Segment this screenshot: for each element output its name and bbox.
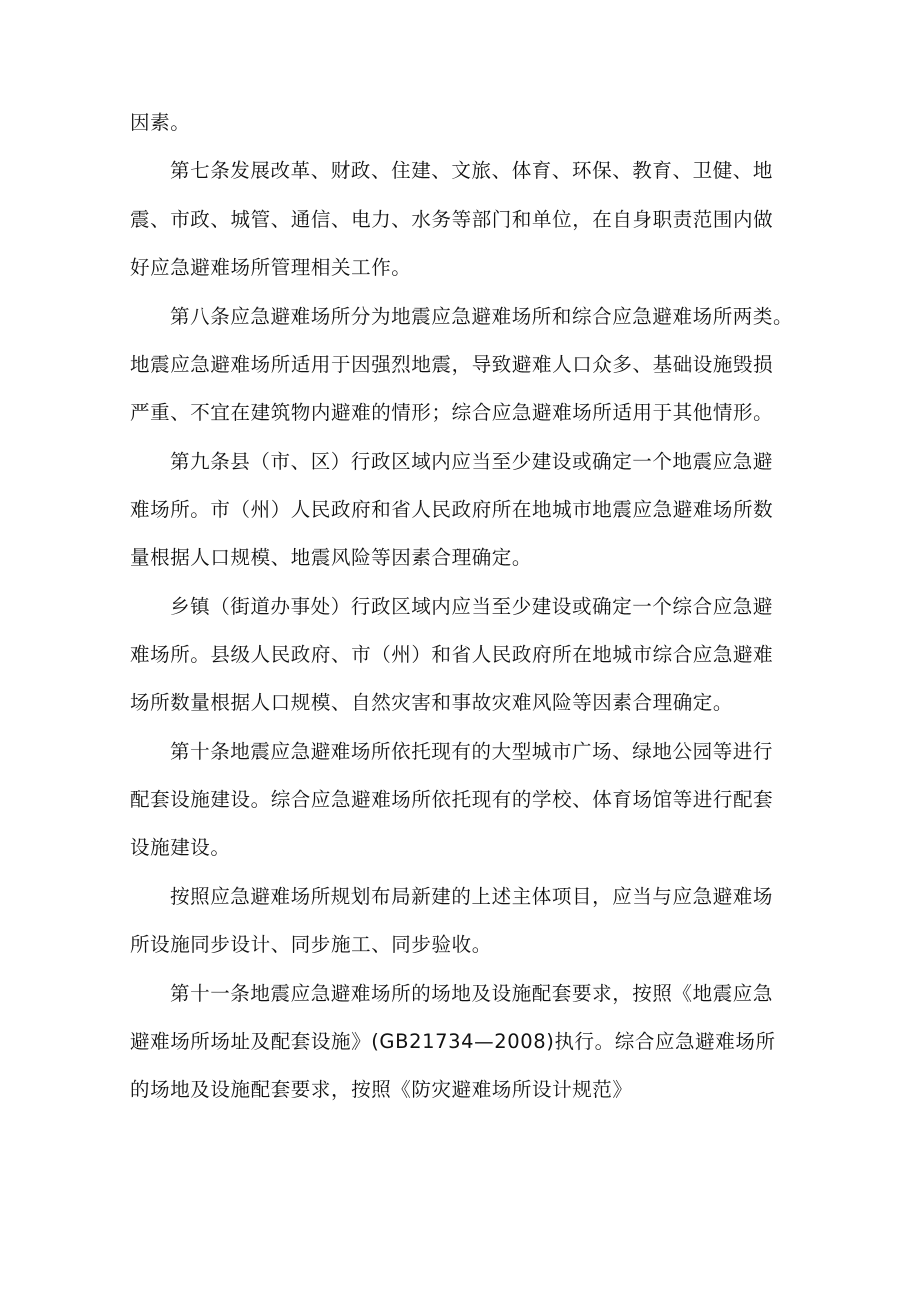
paragraph-line: 避难场所场址及配套设施》(GB21734—2008)执行。综合应急避难场所 xyxy=(130,1030,776,1053)
paragraph-line: 所设施同步设计、同步施工、同步验收。 xyxy=(130,933,492,956)
paragraph-line: 乡镇（街道办事处）行政区域内应当至少建设或确定一个综合应急避 xyxy=(170,595,774,618)
paragraph-line: 因素。 xyxy=(130,111,191,134)
paragraph-line: 第十一条地震应急避难场所的场地及设施配套要求，按照《地震应急 xyxy=(170,982,774,1005)
paragraph-line: 第十条地震应急避难场所依托现有的大型城市广场、绿地公园等进行 xyxy=(170,740,774,763)
paragraph-line: 场所数量根据人口规模、自然灾害和事故灾难风险等因素合理确定。 xyxy=(130,691,734,714)
paragraph-line: 配套设施建设。综合应急避难场所依托现有的学校、体育场馆等进行配套 xyxy=(130,788,774,811)
paragraph-line: 震、市政、城管、通信、电力、水务等部门和单位，在自身职责范围内做 xyxy=(130,208,774,231)
paragraph-line: 严重、不宜在建筑物内避难的情形；综合应急避难场所适用于其他情形。 xyxy=(130,401,774,424)
paragraph-line: 设施建设。 xyxy=(130,836,231,859)
paragraph-line: 第九条县（市、区）行政区域内应当至少建设或确定一个地震应急避 xyxy=(170,450,774,473)
paragraph-line: 地震应急避难场所适用于因强烈地震，导致避难人口众多、基础设施毁损 xyxy=(130,353,774,376)
paragraph-line: 第八条应急避难场所分为地震应急避难场所和综合应急避难场所两类。 xyxy=(170,305,794,328)
paragraph-line: 的场地及设施配套要求，按照《防灾避难场所设计规范》 xyxy=(130,1078,633,1101)
paragraph-line: 难场所。县级人民政府、市（州）和省人民政府所在地城市综合应急避难 xyxy=(130,643,774,666)
paragraph-line: 难场所。市（州）人民政府和省人民政府所在地城市地震应急避难场所数 xyxy=(130,498,774,521)
paragraph-line: 量根据人口规模、地震风险等因素合理确定。 xyxy=(130,546,533,569)
paragraph-line: 按照应急避难场所规划布局新建的上述主体项目，应当与应急避难场 xyxy=(170,885,774,908)
paragraph-line: 好应急避难场所管理相关工作。 xyxy=(130,256,412,279)
paragraph-line: 第七条发展改革、财政、住建、文旅、体育、环保、教育、卫健、地 xyxy=(170,159,774,182)
